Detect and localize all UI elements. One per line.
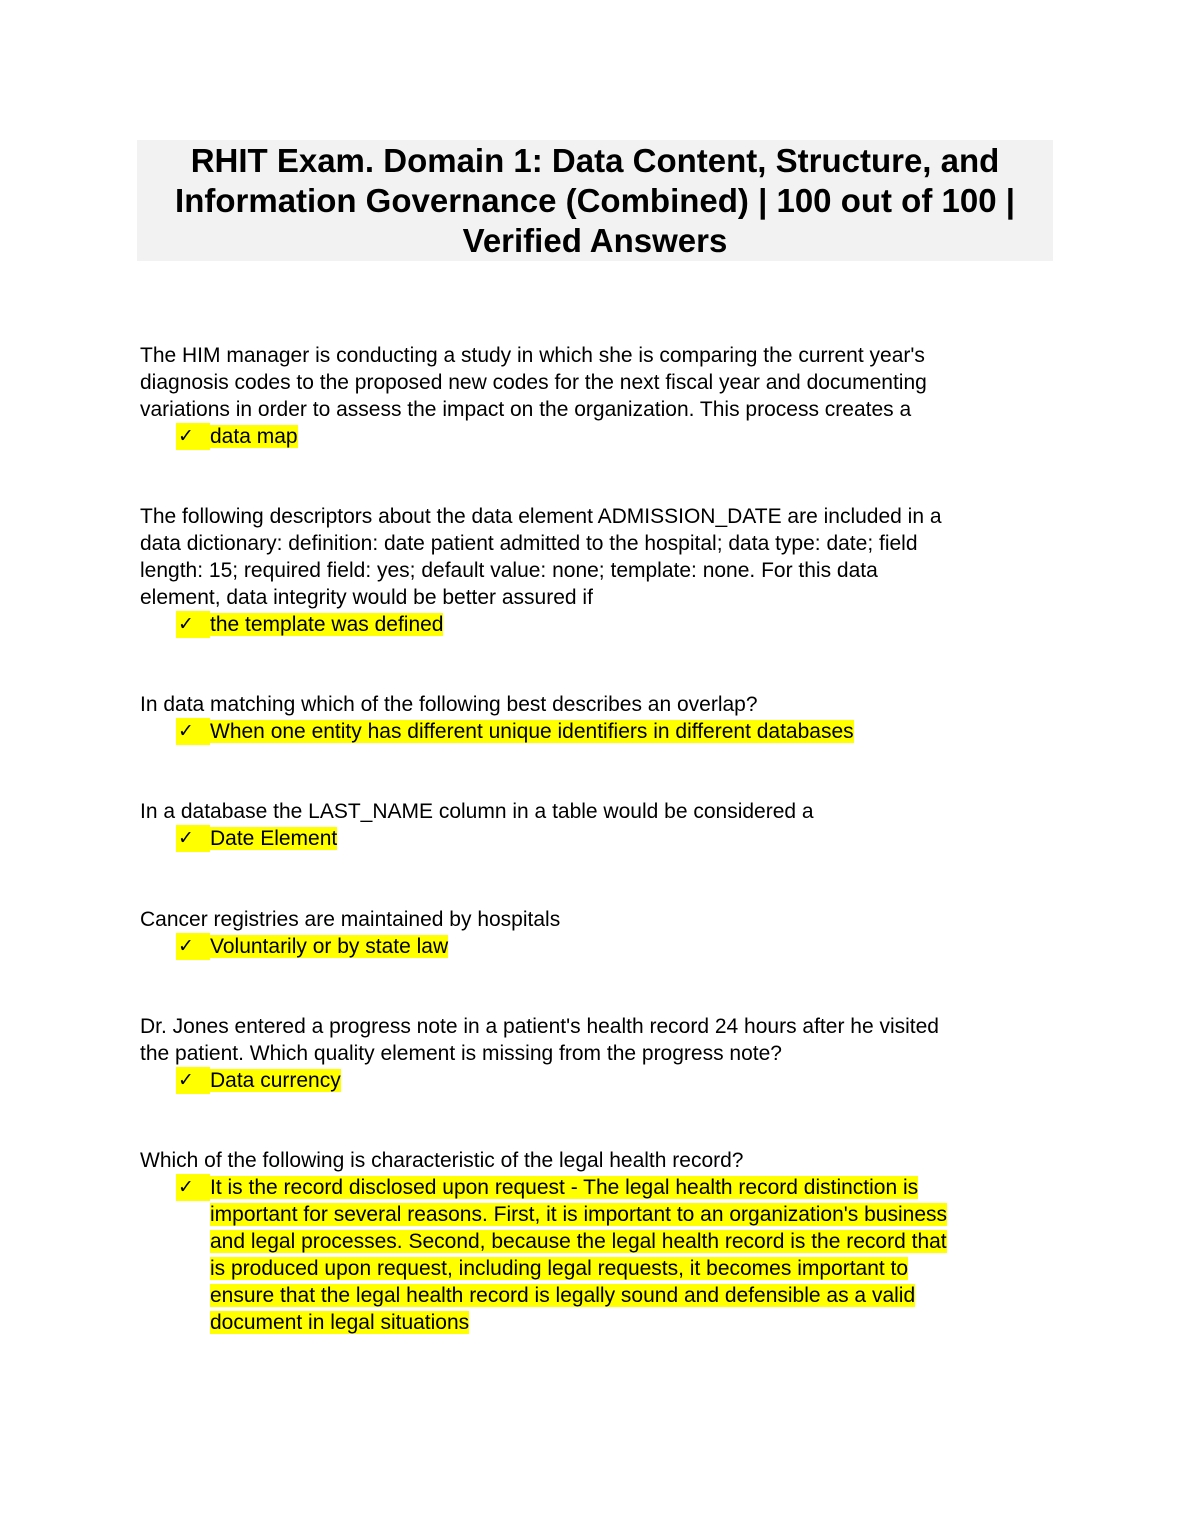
question-block-5	[140, 906, 1040, 960]
answer-text: It is the record disclosed upon request - The legal health record distinction is important for several reasons. First, it is important to an organization's business and legal processes. Second, because the legal health record is the record that is produced upon request, including legal requests, it becomes important to ensure that the legal health record is legally sound and defensible as a valid document in legal situations	[210, 1176, 947, 1334]
answer-text: Voluntarily or by state law	[210, 935, 449, 958]
question-block-1	[140, 342, 1040, 450]
question-text: Dr. Jones entered a progress note in a patient's health record 24 hours after he visited the patient. Which quality element is missing from the progress note?	[140, 1015, 939, 1065]
checkmark-icon: ✓	[176, 1067, 210, 1094]
checkmark-icon: ✓	[176, 611, 210, 638]
answer-text: Date Element	[210, 827, 338, 850]
answer-item	[140, 1174, 1040, 1336]
checkmark-icon: ✓	[176, 718, 210, 745]
title-line: Verified Answers	[462, 222, 728, 259]
question-text: The following descriptors about the data element ADMISSION_DATE are included in a data dictionary: definition: date patient admitted to the hospital; data type: date; field length: 15; required field: yes; default value: none; template: none. For this data element, data integrity would be better assured if	[140, 505, 942, 609]
question-block-4	[140, 798, 1040, 852]
document-title	[137, 141, 1053, 261]
question-text: In a database the LAST_NAME column in a table would be considered a	[140, 800, 814, 823]
checkmark-icon: ✓	[176, 1174, 210, 1201]
question-text: The HIM manager is conducting a study in which she is comparing the current year's diagnosis codes to the proposed new codes for the next fiscal year and documenting variations in order to assess the impact on the organization. This process creates a	[140, 344, 927, 421]
answer-item	[140, 933, 1040, 960]
title-line: RHIT Exam. Domain 1: Data Content, Structure, and	[190, 142, 1000, 179]
answer-text: When one entity has different unique identifiers in different databases	[210, 720, 854, 743]
answer-item	[140, 718, 1040, 745]
answer-item	[140, 611, 1040, 638]
answer-text: data map	[210, 425, 298, 448]
checkmark-icon: ✓	[176, 933, 210, 960]
checkmark-icon: ✓	[176, 423, 210, 450]
answer-text: Data currency	[210, 1069, 341, 1092]
question-text: In data matching which of the following best describes an overlap?	[140, 693, 758, 716]
title-line: Information Governance (Combined) | 100 out of 100 |	[175, 182, 1015, 219]
question-block-3	[140, 691, 1040, 745]
answer-item	[140, 1067, 1040, 1094]
question-block-7	[140, 1147, 1040, 1336]
answer-text: the template was defined	[210, 613, 444, 636]
question-text: Cancer registries are maintained by hospitals	[140, 908, 561, 931]
question-block-6	[140, 1013, 1040, 1094]
answer-item	[140, 423, 1040, 450]
question-block-2	[140, 503, 1040, 638]
question-text: Which of the following is characteristic of the legal health record?	[140, 1149, 744, 1172]
document-title-box	[137, 140, 1053, 261]
checkmark-icon: ✓	[176, 825, 210, 852]
answer-item	[140, 825, 1040, 852]
